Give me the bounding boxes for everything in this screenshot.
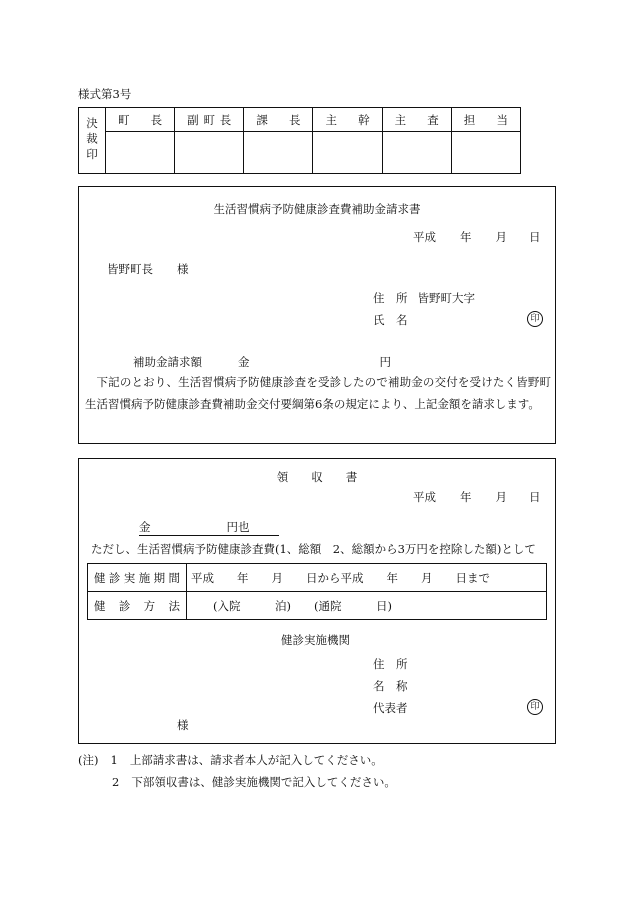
amount-kin: 金 [238, 355, 250, 369]
receipt-date-year[interactable]: 年 [460, 490, 472, 504]
receipt-honorific: 様 [177, 718, 189, 732]
notes-prefix: (注) [78, 753, 99, 767]
addressee-name: 皆野町長 [107, 262, 153, 276]
address-label: 住 所 [373, 291, 408, 305]
role-chief-officer: 主幹 [313, 108, 382, 132]
request-date-year[interactable]: 年 [460, 230, 472, 244]
exam-details-table [87, 563, 547, 620]
addressee [107, 261, 189, 277]
request-date-day[interactable]: 日 [529, 230, 541, 244]
receipt-date-era: 平成 [413, 490, 436, 504]
method-value[interactable]: (入院 泊) (通院 日) [187, 592, 547, 620]
stamp-cell-deputy-mayor[interactable] [175, 132, 244, 174]
note-1-text: 上部請求書は、請求者本人が記入してください。 [129, 753, 383, 767]
addressee-honorific: 様 [177, 262, 189, 276]
method-label: 健診方法 [88, 592, 187, 620]
amount-label: 補助金請求額 [133, 355, 202, 369]
seal-icon: 印 [527, 311, 543, 327]
approval-header-text: 決裁印 [85, 117, 99, 164]
stamp-cell-staff[interactable] [451, 132, 520, 174]
note-1 [78, 752, 383, 768]
receipt-form [78, 458, 556, 744]
amount-yen: 円 [379, 355, 391, 369]
note-1-num: 1 [110, 753, 118, 767]
receipt-amount-yen: 円也 [226, 520, 250, 534]
stamp-cell-section-chief[interactable] [244, 132, 313, 174]
approval-stamp-table [78, 107, 521, 174]
request-body-text: 下記のとおり、生活習慣病予防健康診査を受診したので補助金の交付を受けたく皆野町生活習慣病予防健康診査費補助金交付要綱第6条の規定により、上記金額を請求します。 [85, 375, 551, 411]
stamp-cell-inspector[interactable] [382, 132, 451, 174]
amount-row[interactable] [133, 354, 391, 370]
stamp-cell-chief-officer[interactable] [313, 132, 382, 174]
form-number: 様式第3号 [78, 87, 132, 101]
request-form [78, 186, 556, 444]
note-2-num: 2 [112, 775, 120, 789]
stamp-cell-town-mayor[interactable] [106, 132, 175, 174]
role-staff: 担当 [451, 108, 520, 132]
role-section-chief: 課長 [244, 108, 313, 132]
request-title: 生活習慣病予防健康診査費補助金請求書 [213, 202, 421, 216]
institution-rep-label: 代表者 [373, 701, 408, 715]
role-inspector: 主査 [382, 108, 451, 132]
period-value[interactable]: 平成 年 月 日から平成 年 月 日まで [187, 564, 547, 592]
period-label: 健診実施期間 [88, 564, 187, 592]
address-value: 皆野町大字 [417, 291, 475, 305]
receipt-seal-icon: 印 [527, 699, 543, 715]
receipt-amount-kin: 金 [139, 520, 151, 534]
request-date-era: 平成 [413, 230, 436, 244]
receipt-amount[interactable] [139, 519, 279, 536]
note-2 [112, 774, 396, 790]
receipt-proviso: ただし、生活習慣病予防健康診査費(1、総額 2、総額から3万円を控除した額)として [91, 542, 536, 556]
role-town-mayor: 町長 [106, 108, 175, 132]
receipt-date-day[interactable]: 日 [529, 490, 541, 504]
approval-header [79, 108, 106, 174]
receipt-date-month[interactable]: 月 [495, 490, 507, 504]
receipt-date [413, 489, 541, 505]
institution-name-label: 名 称 [373, 679, 408, 693]
role-deputy-mayor: 副町長 [175, 108, 244, 132]
receipt-title: 領 収 書 [276, 470, 358, 484]
applicant-name-label: 氏 名 [373, 313, 408, 327]
institution-address-label: 住 所 [373, 657, 408, 671]
request-date-month[interactable]: 月 [495, 230, 507, 244]
institution-label: 健診実施機関 [281, 633, 350, 647]
applicant-address[interactable] [373, 290, 475, 306]
note-2-text: 下部領収書は、健診実施機関で記入してください。 [131, 775, 396, 789]
request-date [413, 229, 541, 245]
